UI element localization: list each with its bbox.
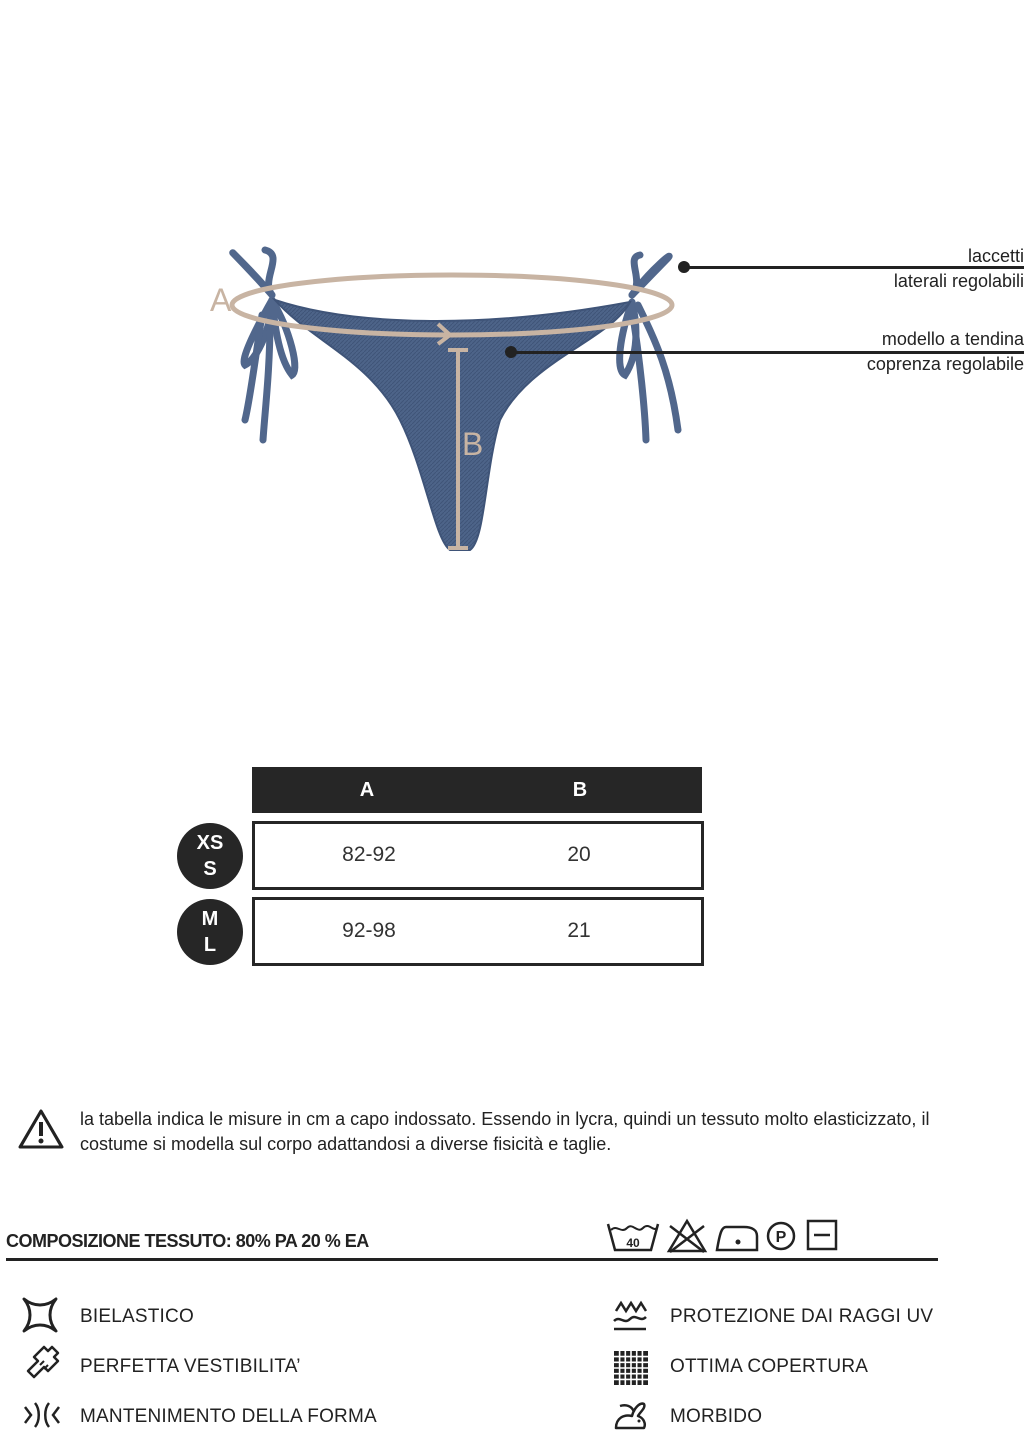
left-tie-strings	[233, 250, 295, 440]
low-iron-icon	[714, 1218, 760, 1254]
rabbit-soft-icon	[610, 1396, 650, 1436]
coverage-grid-icon	[611, 1348, 651, 1388]
cell-b: 20	[567, 843, 591, 866]
cell-a: 92-98	[342, 919, 396, 942]
no-bleach-icon	[666, 1218, 708, 1254]
callout-coverage-line1: modello a tendina	[881, 329, 1024, 349]
shape-retention-icon	[22, 1395, 62, 1435]
warning-triangle-icon	[18, 1108, 64, 1150]
measure-a-label: A	[210, 282, 232, 318]
callout-ties-line2: laterali regolabili	[893, 271, 1024, 291]
wash-temperature: 40	[626, 1236, 640, 1250]
bikini-bottom-diagram	[200, 240, 700, 570]
composition-label: COMPOSIZIONE TESSUTO:	[6, 1231, 232, 1251]
fabric-composition	[6, 1231, 369, 1252]
table-row	[252, 897, 704, 966]
fit-note: la tabella indica le misure in cm a capo indossato. Essendo in lycra, quindi un tessuto molto elasticizzato, il costume si modella sul corpo adattandosi a diverse fisicità e taglie.	[80, 1109, 930, 1154]
svg-text:P: P	[775, 1229, 787, 1246]
size-badge-xs-s	[177, 823, 243, 889]
size-table-header	[252, 767, 702, 813]
right-tie-strings	[620, 255, 678, 440]
dry-flat-icon	[805, 1218, 839, 1254]
feature-label: MANTENIMENTO DELLA FORMA	[80, 1406, 377, 1427]
uv-protection-icon	[610, 1297, 650, 1337]
size-badge-bottom: L	[203, 934, 217, 956]
feature-label: OTTIMA COPERTURA	[670, 1356, 869, 1377]
column-header-a: A	[359, 779, 375, 801]
composition-value: 80% PA 20 % EA	[235, 1231, 369, 1251]
dry-clean-p-icon	[765, 1218, 797, 1254]
callout-coverage-line2: coprenza regolabile	[866, 354, 1024, 374]
size-badge-top: XS	[196, 832, 224, 854]
column-header-b: B	[572, 779, 588, 801]
table-row	[252, 821, 704, 890]
measure-b-label: B	[462, 426, 484, 462]
size-badge-top: M	[201, 908, 219, 930]
callout-ties-line1: laccetti	[967, 246, 1024, 266]
wash-40-icon	[605, 1218, 661, 1254]
cell-a: 82-92	[342, 843, 396, 866]
composition-divider	[6, 1258, 938, 1261]
feature-label: PROTEZIONE DAI RAGGI UV	[670, 1306, 934, 1327]
feature-label: PERFETTA VESTIBILITA’	[80, 1356, 301, 1377]
size-badge-m-l	[177, 899, 243, 965]
stretch-icon	[20, 1295, 60, 1335]
cell-b: 21	[567, 919, 591, 942]
fit-icon	[22, 1343, 62, 1383]
callout-ties	[894, 244, 1024, 294]
bikini-body	[275, 300, 630, 550]
feature-label: MORBIDO	[670, 1406, 763, 1427]
size-badge-bottom: S	[203, 858, 217, 880]
feature-label: BIELASTICO	[80, 1306, 194, 1327]
callout-coverage	[867, 327, 1024, 377]
